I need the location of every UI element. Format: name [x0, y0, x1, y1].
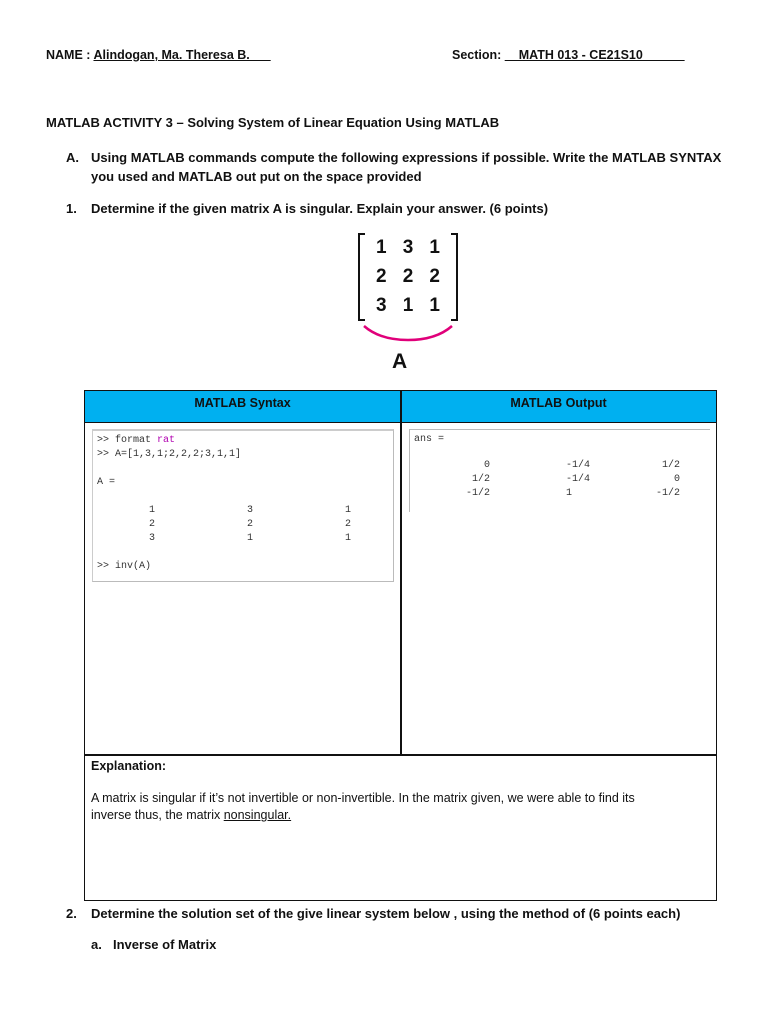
output-header: MATLAB Output — [510, 396, 607, 410]
syntax-cell: 3 — [149, 533, 156, 544]
q2-text: Determine the solution set of the give linear system below , using the method of (6 points each) — [91, 906, 681, 921]
output-cell: -1/2 — [655, 488, 680, 499]
output-screenshot — [409, 429, 710, 512]
section-field — [452, 48, 685, 62]
name-field — [46, 48, 271, 62]
syntax-cell: 1 — [345, 533, 352, 544]
matrix-cell: 3 — [402, 237, 414, 258]
matrix-row — [368, 266, 448, 288]
cmd-line: >> A=[1,3,1;2,2,2;3,1,1] — [97, 449, 242, 460]
row-divider — [85, 754, 716, 756]
syntax-cell: 1 — [247, 533, 254, 544]
matrix-cell: 1 — [376, 237, 387, 258]
syntax-screenshot — [92, 429, 394, 582]
q2-marker: 2. — [66, 906, 77, 921]
matrix-cell: 2 — [402, 266, 414, 287]
q2a-text: Inverse of Matrix — [113, 937, 217, 952]
matrix-cell: 1 — [402, 295, 414, 316]
output-cell: 0 — [483, 460, 490, 471]
output-cell: -1/4 — [565, 460, 590, 471]
explanation-label: Explanation: — [91, 759, 167, 773]
left-bracket — [358, 233, 365, 321]
answer-table — [84, 390, 717, 901]
brace-icon — [360, 322, 456, 346]
name-label: NAME : — [46, 48, 91, 62]
matrix-cell: 2 — [429, 266, 440, 287]
syntax-cell: 2 — [247, 519, 254, 530]
syntax-cell: 2 — [149, 519, 156, 530]
nonsingular-term: nonsingular. — [223, 808, 292, 822]
matrix-cell: 3 — [376, 295, 387, 316]
section-label: Section: — [452, 48, 502, 62]
activity-title: MATLAB ACTIVITY 3 – Solving System of Linear Equation Using MATLAB — [46, 115, 500, 130]
matrix-row — [368, 295, 448, 317]
right-bracket — [451, 233, 458, 321]
matrix-row — [368, 237, 448, 259]
matrix-cell: 2 — [376, 266, 387, 287]
part-a-line2: you used and MATLAB out put on the space provided — [91, 169, 422, 184]
syntax-cell: 3 — [247, 505, 254, 516]
output-line: ans = — [414, 434, 445, 445]
output-cell: -1/4 — [565, 474, 590, 485]
output-cell: 1 — [565, 488, 572, 499]
explanation-line1: A matrix is singular if it’s not invertible or non-invertible. In the matrix given, we were able to find its — [91, 791, 635, 805]
matrix-cell: 1 — [429, 295, 440, 316]
name-value: Alindogan, Ma. Theresa B.___ — [93, 48, 271, 62]
syntax-cell: 2 — [345, 519, 352, 530]
part-a-line1: Using MATLAB commands compute the following expressions if possible. Write the MATLAB SYNTAX — [91, 150, 722, 165]
cmd-line: >> format rat — [97, 435, 176, 446]
syntax-header: MATLAB Syntax — [194, 396, 291, 410]
output-cell: -1/2 — [465, 488, 490, 499]
q1-marker: 1. — [66, 201, 77, 216]
output-cell: 1/2 — [661, 460, 680, 471]
explanation-text — [91, 791, 711, 822]
section-value: __MATH 013 - CE21S10______ — [504, 48, 685, 62]
cmd-line: >> inv(A) — [97, 561, 152, 572]
explanation-line2: inverse thus, the matrix nonsingular. — [91, 808, 292, 822]
matrix-label: A — [392, 350, 408, 373]
matrix-a — [358, 233, 458, 328]
syntax-cell: 1 — [149, 505, 156, 516]
cmd-line: A = — [97, 477, 116, 488]
q2a-marker: a. — [91, 937, 102, 952]
matrix-cell: 1 — [429, 237, 440, 258]
q1-text: Determine if the given matrix A is singular. Explain your answer. (6 points) — [91, 201, 549, 216]
column-divider — [400, 391, 402, 755]
syntax-cell: 1 — [345, 505, 352, 516]
output-cell: 0 — [673, 474, 680, 485]
output-cell: 1/2 — [471, 474, 490, 485]
part-a-marker: A. — [66, 150, 79, 165]
